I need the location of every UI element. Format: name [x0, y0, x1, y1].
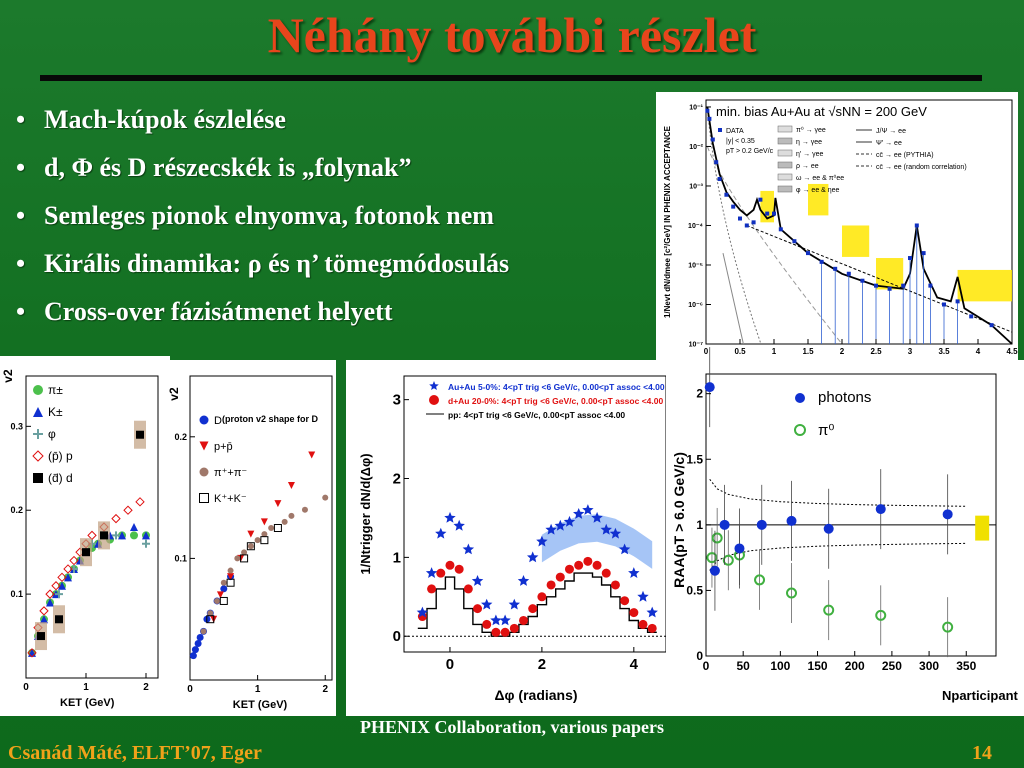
dau-point	[445, 561, 454, 570]
photon-point	[876, 504, 886, 514]
auau-point	[499, 615, 510, 626]
v2-point	[302, 507, 308, 513]
x-axis-tick-label: 1.5	[802, 347, 814, 356]
data-point	[901, 284, 905, 288]
legend-label: D	[214, 415, 222, 427]
x-axis-tick-label: 50	[736, 659, 750, 673]
v2-point	[197, 634, 204, 641]
v2-point	[261, 537, 268, 544]
x-axis-tick-label: 4	[629, 656, 638, 673]
x-axis-tick-label: 250	[881, 659, 902, 673]
dau-point	[648, 624, 657, 633]
dilepton-spectrum-panel	[656, 92, 1018, 360]
bullet-text: d, Φ és D részecskék is „folynak”	[44, 153, 412, 182]
data-point	[956, 299, 960, 303]
legend-marker	[795, 393, 805, 403]
y-axis-tick-label: 0.1	[174, 553, 187, 564]
y-axis-tick-label: 10⁻⁷	[688, 341, 703, 349]
auau-point	[435, 528, 446, 539]
data-point	[752, 220, 756, 224]
photon-point	[705, 382, 715, 392]
legend-marker	[200, 494, 209, 503]
x-axis-tick-label: 2	[839, 347, 845, 356]
y-axis-tick-label: 2	[696, 386, 703, 401]
legend-label: pp: 4<pT trig <6 GeV/c, 0.00<pT assoc <4.00	[448, 410, 626, 420]
bullet-glyph: •	[16, 201, 26, 230]
v2-point	[130, 531, 138, 539]
dau-point	[455, 565, 464, 574]
data-point	[847, 272, 851, 276]
data-point	[874, 284, 878, 288]
legend-label: |y| < 0.35	[726, 138, 755, 145]
auau-point	[509, 599, 520, 610]
x-axis-tick-label: 100	[770, 659, 791, 673]
flow-band	[542, 514, 652, 569]
x-axis-tick-label: 3.5	[938, 347, 950, 356]
legend-label: p+p̄	[214, 441, 233, 453]
legend-label: d+Au 20-0%: 4<pT trig <6 GeV/c, 0.00<pT assoc <4.00	[448, 396, 664, 406]
legend-label: π⁺+π⁻	[214, 467, 248, 479]
data-point	[758, 198, 762, 202]
x-axis-tick-label: 0.5	[734, 347, 746, 356]
photon-point	[757, 520, 767, 530]
y-axis-tick-label: 10⁻³	[689, 183, 703, 191]
x-axis-tick-label: 1	[771, 347, 777, 356]
auau-point	[454, 520, 465, 531]
x-axis-title: Nparticipant	[942, 688, 1018, 703]
x-axis-tick-label: 1	[83, 682, 89, 693]
uncertainty-upper	[710, 479, 967, 506]
y-axis-tick-label: 0.2	[10, 505, 23, 516]
photon-point	[787, 516, 797, 526]
bullet-item	[16, 148, 509, 196]
v2-point	[136, 498, 144, 506]
data-point	[772, 212, 776, 216]
x-axis-tick-label: 350	[956, 659, 977, 673]
x-axis-tick-label: 150	[807, 659, 828, 673]
bullet-glyph: •	[16, 153, 26, 182]
legend-label: (d̄) d	[48, 471, 73, 485]
dau-point	[639, 620, 648, 629]
dau-point	[436, 569, 445, 578]
legend-label: φ → ee & ηee	[796, 187, 840, 194]
v2-point	[214, 598, 220, 604]
data-point	[888, 287, 892, 291]
v2-point	[228, 568, 234, 574]
chart-title: min. bias Au+Au at √sNN = 200 GeV	[716, 104, 927, 119]
raa-chart	[666, 360, 1024, 716]
y-axis-tick-label: 1.5	[686, 452, 703, 467]
dau-point	[464, 584, 473, 593]
data-point	[792, 239, 796, 243]
v2-d-meson-chart	[167, 360, 336, 716]
v2-point	[247, 531, 254, 538]
legend-marker	[200, 442, 209, 451]
legend-label: photons	[818, 389, 872, 406]
bullet-item	[16, 244, 509, 292]
legend-label: φ	[48, 427, 56, 441]
v2-point	[40, 607, 48, 615]
x-axis-tick-label: 200	[844, 659, 865, 673]
legend-label: Ψ′ → ee	[876, 140, 902, 147]
v2-point	[220, 597, 227, 604]
legend-label: π±	[48, 383, 63, 397]
legend-label: ω → ee & π⁰ee	[796, 175, 845, 182]
photon-point	[720, 520, 730, 530]
photon-point	[824, 524, 834, 534]
x-axis-title: KET (GeV)	[60, 697, 115, 709]
v2-point	[37, 632, 45, 640]
x-axis-title: KET (GeV)	[232, 699, 288, 711]
auau-point	[518, 575, 529, 586]
v2-point	[288, 513, 294, 519]
data-point	[724, 193, 728, 197]
v2-point	[100, 531, 108, 539]
y-axis-tick-label: 2	[392, 470, 401, 488]
x-axis-tick-label: 0	[187, 684, 193, 695]
v2-point	[192, 646, 199, 653]
legend-swatch	[778, 162, 792, 168]
bullet-text: Mach-kúpok észlelése	[44, 105, 286, 134]
legend-swatch	[778, 186, 792, 192]
page-number: 14	[972, 742, 992, 764]
y-axis-tick-label: 10⁻⁴	[688, 222, 703, 230]
legend-label: (p̄) p	[48, 449, 73, 463]
v2-point	[190, 652, 197, 659]
x-axis-tick-label: 3	[907, 347, 913, 356]
auau-point	[582, 504, 593, 515]
dau-point	[574, 561, 583, 570]
y-axis-tick-label: 0	[392, 628, 401, 646]
legend-swatch	[778, 150, 792, 156]
y-axis-tick-label: 10⁻²	[689, 143, 703, 151]
v2-point	[220, 585, 227, 592]
legend-label: J/Ψ → ee	[876, 128, 906, 135]
bullet-glyph: •	[16, 249, 26, 278]
legend-label: K±	[48, 405, 63, 419]
data-point	[915, 223, 919, 227]
y-axis-title: v2	[1, 369, 15, 383]
v2-point	[288, 482, 295, 489]
data-point	[738, 217, 742, 221]
y-axis-title: 1/Ntrigger dN/d(Δφ)	[358, 453, 373, 575]
x-axis-tick-label: 4	[975, 347, 981, 356]
pp-histogram	[418, 573, 657, 636]
y-axis-tick-label: 0.5	[686, 583, 703, 598]
x-axis-tick-label: 0	[445, 656, 455, 673]
legend-marker	[200, 416, 209, 425]
photon-point	[734, 543, 744, 553]
legend-label: π⁰	[818, 422, 835, 439]
x-axis-tick-label: 4.5	[1006, 347, 1018, 356]
data-point	[714, 160, 718, 164]
dau-point	[611, 580, 620, 589]
data-point	[820, 260, 824, 264]
data-point	[833, 267, 837, 271]
dau-point	[427, 584, 436, 593]
bullet-list	[16, 100, 509, 340]
systematic-band	[978, 270, 1012, 301]
legend-label: pT > 0.2 GeV/c	[726, 148, 774, 155]
raa-panel	[666, 360, 1024, 716]
legend-swatch	[778, 174, 792, 180]
v2-point	[274, 500, 281, 507]
v2-point	[55, 615, 63, 623]
y-axis-tick-label: 1	[696, 517, 703, 532]
v2-point	[112, 515, 120, 523]
source-caption: PHENIX Collaboration, various papers	[359, 717, 665, 737]
data-point	[922, 251, 926, 255]
bullet-text: Cross-over fázisátmenet helyett	[44, 297, 393, 326]
photon-point	[943, 509, 953, 519]
legend-label: DATA	[726, 128, 744, 135]
legend-marker	[33, 451, 43, 461]
dau-point	[602, 569, 611, 578]
dau-point	[547, 580, 556, 589]
v2-d-meson-panel	[167, 360, 336, 716]
dau-point	[537, 592, 546, 601]
v2-point	[195, 640, 202, 647]
bullet-text: Semleges pionok elnyomva, fotonok nem	[44, 201, 494, 230]
v2-point	[82, 548, 90, 556]
data-point	[942, 302, 946, 306]
legend-label: π⁰ → γee	[796, 127, 826, 134]
legend-marker	[33, 407, 43, 417]
v2-point	[201, 628, 207, 634]
data-point	[731, 205, 735, 209]
bullet-item	[16, 100, 509, 148]
title-divider	[40, 75, 982, 81]
data-point	[779, 227, 783, 231]
data-point	[990, 323, 994, 327]
x-axis-tick-label: 300	[919, 659, 940, 673]
bullet-item	[16, 292, 509, 340]
auau-point	[481, 599, 492, 610]
legend-label: cc̄ → ee (PYTHIA)	[876, 152, 934, 159]
x-axis-tick-label: 2	[537, 656, 547, 673]
v2-point	[142, 540, 150, 548]
legend-label: η → γee	[796, 139, 823, 146]
systematic-band	[842, 225, 869, 256]
legend-marker	[429, 395, 439, 405]
data-point	[928, 284, 932, 288]
v2-point	[124, 506, 132, 514]
v2-identified-chart	[0, 356, 170, 716]
systematic-band	[958, 270, 978, 301]
data-point	[705, 109, 709, 113]
uncertainty-lower	[710, 543, 967, 570]
v2-point	[308, 452, 315, 459]
auau-point	[628, 567, 639, 578]
auau-point	[647, 607, 658, 618]
chart-annotation: (proton v2 shape for D	[222, 414, 319, 424]
y-axis-tick-label: 0.2	[174, 431, 187, 442]
auau-point	[444, 512, 455, 523]
y-axis-tick-label: 1	[392, 549, 401, 567]
dau-point	[491, 628, 500, 637]
x-axis-tick-label: 0	[23, 682, 29, 693]
slide-title: Néhány további részlet	[267, 7, 757, 63]
v2-point	[221, 580, 227, 586]
y-axis-tick-label: 0	[696, 649, 703, 663]
x-axis-tick-label: 2.5	[870, 347, 882, 356]
legend-label: ρ → ee	[796, 163, 819, 170]
auau-point	[463, 544, 475, 555]
dau-point	[583, 557, 592, 566]
data-point	[969, 314, 973, 318]
x-axis-tick-label: 0	[702, 659, 710, 673]
bullet-glyph: •	[16, 105, 26, 134]
auau-point	[426, 567, 437, 578]
photon-point	[710, 566, 720, 576]
dau-point	[473, 604, 482, 613]
auau-point	[637, 591, 648, 602]
bullet-text: Királis dinamika: ρ és η’ tömegmódosulás	[44, 249, 510, 278]
y-axis-tick-label: 3	[392, 391, 401, 409]
y-axis-title: v2	[167, 387, 181, 401]
dau-point	[482, 620, 491, 629]
y-axis-title: 1/Nevt dN/dmee [c²/GeV] IN PHENIX ACCEPTANCE	[663, 125, 672, 319]
v2-point	[130, 523, 138, 531]
legend-label: η′ → γee	[796, 151, 824, 158]
systematic-band	[876, 258, 903, 289]
normalization-box	[975, 516, 989, 541]
v2-point	[268, 525, 274, 531]
legend-marker	[200, 468, 209, 477]
footer-author: Csanád Máté, ELFT’07, Eger	[8, 742, 262, 764]
y-axis-tick-label: 10⁻⁵	[688, 262, 703, 270]
y-axis-tick-label: 0.1	[10, 589, 23, 600]
data-point	[745, 223, 749, 227]
v2-point	[227, 579, 234, 586]
y-axis-title: RAA(pT > 6.0 GeV/c)	[671, 452, 687, 588]
y-axis-tick-label: 10⁻¹	[689, 104, 703, 112]
legend-marker	[795, 425, 805, 435]
x-axis-title: Δφ (radians)	[494, 687, 578, 703]
dau-point	[519, 616, 528, 625]
dau-point	[528, 604, 537, 613]
v2-identified-panel	[0, 356, 170, 716]
mach-cone-chart	[346, 360, 666, 716]
x-axis-tick-label: 0	[703, 347, 709, 356]
legend-swatch	[778, 126, 792, 132]
data-point	[765, 212, 769, 216]
bullet-glyph: •	[16, 297, 26, 326]
v2-point	[274, 525, 281, 532]
dau-point	[501, 628, 510, 637]
x-axis-tick-label: 2	[322, 684, 329, 695]
y-axis-tick-label: 10⁻⁶	[688, 301, 703, 309]
dau-point	[565, 565, 574, 574]
y-axis-tick-label: 0.3	[10, 421, 23, 432]
auau-point	[527, 551, 538, 562]
data-point	[711, 138, 715, 142]
legend-marker	[429, 381, 439, 390]
legend-marker	[33, 473, 43, 483]
legend-marker	[33, 429, 43, 439]
data-point	[707, 117, 711, 121]
legend-marker	[718, 128, 722, 132]
v2-point	[261, 518, 268, 525]
data-point	[860, 279, 864, 283]
v2-point	[136, 431, 144, 439]
data-point	[718, 177, 722, 181]
v2-point	[248, 543, 254, 549]
auau-point	[490, 615, 501, 626]
dau-point	[620, 596, 629, 605]
eta-curve	[723, 253, 743, 344]
dilepton-spectrum-chart	[656, 92, 1018, 360]
dau-point	[593, 561, 602, 570]
legend-marker	[33, 385, 43, 395]
bullet-item	[16, 196, 509, 244]
v2-point	[234, 555, 240, 561]
x-axis-tick-label: 1	[254, 684, 261, 695]
v2-point	[282, 519, 288, 525]
dau-point	[629, 608, 638, 617]
v2-point	[322, 495, 328, 501]
legend-swatch	[778, 138, 792, 144]
mach-cone-panel	[346, 360, 666, 716]
data-point	[806, 251, 810, 255]
legend-label: Au+Au 5-0%: 4<pT trig <6 GeV/c, 0.00<pT assoc <4.00	[448, 382, 665, 392]
data-point	[908, 256, 912, 260]
x-axis-tick-label: 2	[143, 682, 149, 693]
v2-point	[255, 537, 261, 543]
legend-label: cc̄ → ee (random correlation)	[876, 164, 967, 171]
dau-point	[510, 624, 519, 633]
auau-point	[472, 575, 484, 586]
dau-point	[556, 573, 565, 582]
legend-label: K⁺+K⁻	[214, 493, 247, 505]
